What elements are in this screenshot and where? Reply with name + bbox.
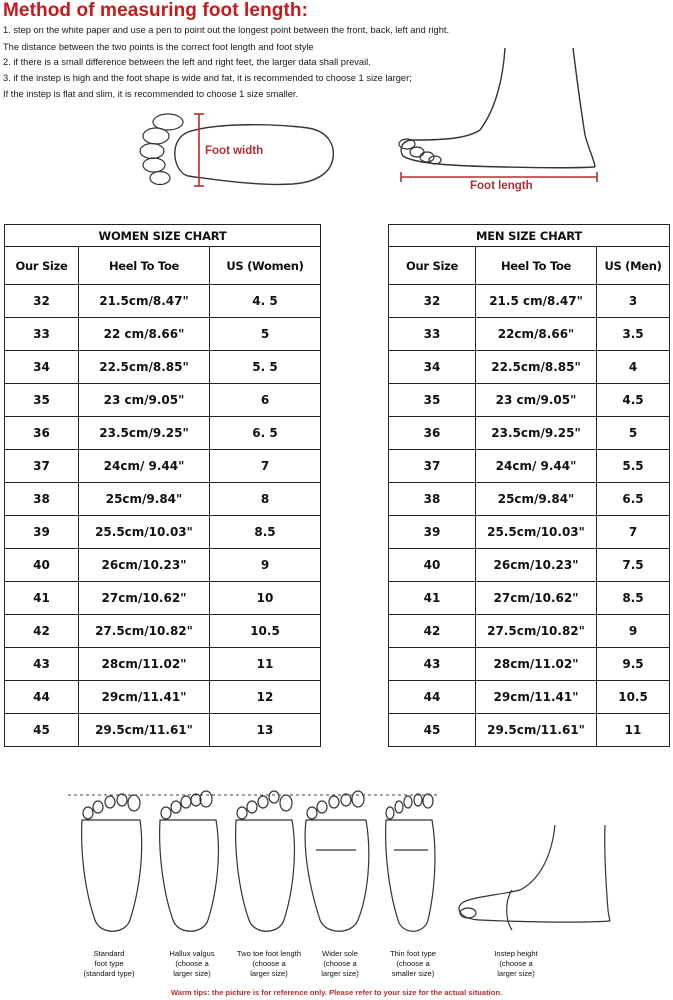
column-header: Our Size	[389, 247, 476, 285]
foot-types-illustration	[0, 785, 673, 945]
table-cell: 5	[597, 417, 670, 450]
table-cell: 41	[5, 582, 79, 615]
foot-length-illustration	[395, 40, 610, 185]
table-cell: 8.5	[597, 582, 670, 615]
table-row	[5, 318, 670, 351]
table-row	[5, 582, 670, 615]
table-cell: 34	[5, 351, 79, 384]
foot-length-label: Foot length	[470, 180, 533, 192]
table-row	[5, 549, 670, 582]
table-row	[5, 648, 670, 681]
table-cell: 32	[389, 285, 476, 318]
table-cell: 29cm/11.41"	[476, 681, 597, 714]
table-cell: 7	[210, 450, 321, 483]
table-cell: 24cm/ 9.44"	[476, 450, 597, 483]
foot-type-caption: Wider sole (choose a larger size)	[321, 949, 359, 978]
table-cell: 36	[5, 417, 79, 450]
table-cell: 8	[210, 483, 321, 516]
column-header: US (Women)	[210, 247, 321, 285]
foot-type-caption: Thin foot type (choose a smaller size)	[389, 949, 436, 978]
table-cell: 37	[389, 450, 476, 483]
table-cell: 27cm/10.62"	[79, 582, 210, 615]
table-cell: 24cm/ 9.44"	[79, 450, 210, 483]
table-cell: 45	[389, 714, 476, 747]
table-cell: 28cm/11.02"	[79, 648, 210, 681]
table-cell: 40	[5, 549, 79, 582]
table-row	[5, 483, 670, 516]
table-row	[5, 417, 670, 450]
table-cell: 43	[5, 648, 79, 681]
table-cell: 23.5cm/9.25"	[476, 417, 597, 450]
table-row	[5, 516, 670, 549]
table-cell: 40	[389, 549, 476, 582]
instruction-line: 2. if there is a small difference between the left and right feet, the larger data shall prevail.	[3, 57, 371, 67]
foot-type-caption: Instep height (choose a larger size)	[494, 949, 538, 978]
table-cell: 22.5cm/8.85"	[79, 351, 210, 384]
table-cell: 10.5	[210, 615, 321, 648]
table-cell: 26cm/10.23"	[476, 549, 597, 582]
page-title: Method of measuring foot length:	[3, 0, 309, 21]
table-cell: 44	[5, 681, 79, 714]
table-cell: 25cm/9.84"	[476, 483, 597, 516]
table-cell: 13	[210, 714, 321, 747]
table-cell: 38	[5, 483, 79, 516]
table-cell: 11	[597, 714, 670, 747]
women-chart-title: WOMEN SIZE CHART	[5, 225, 321, 247]
table-cell: 11	[210, 648, 321, 681]
table-row	[5, 714, 670, 747]
table-cell: 22 cm/8.66"	[79, 318, 210, 351]
foot-width-label: Foot width	[205, 145, 264, 157]
table-cell: 22cm/8.66"	[476, 318, 597, 351]
instruction-line: 3. if the instep is high and the foot shape is wide and fat, it is recommended to choose 1 size larger;	[3, 73, 412, 83]
table-row	[5, 450, 670, 483]
table-cell: 37	[5, 450, 79, 483]
table-cell: 42	[389, 615, 476, 648]
table-cell: 5	[210, 318, 321, 351]
table-cell: 7.5	[597, 549, 670, 582]
foot-type-caption: Standard foot type (standard type)	[83, 949, 135, 978]
table-cell: 21.5cm/8.47"	[79, 285, 210, 318]
table-cell: 8.5	[210, 516, 321, 549]
table-cell: 23 cm/9.05"	[79, 384, 210, 417]
table-cell: 7	[597, 516, 670, 549]
table-cell: 41	[389, 582, 476, 615]
table-cell: 35	[389, 384, 476, 417]
table-cell: 23 cm/9.05"	[476, 384, 597, 417]
instruction-line: 1. step on the white paper and use a pen to point out the longest point between the front, back, left and right.	[3, 25, 450, 35]
column-header: Our Size	[5, 247, 79, 285]
table-cell: 3.5	[597, 318, 670, 351]
table-row	[5, 384, 670, 417]
table-cell: 35	[5, 384, 79, 417]
table-cell: 33	[389, 318, 476, 351]
table-cell: 5. 5	[210, 351, 321, 384]
table-cell: 4	[597, 351, 670, 384]
table-cell: 5.5	[597, 450, 670, 483]
table-cell: 39	[5, 516, 79, 549]
table-cell: 27.5cm/10.82"	[476, 615, 597, 648]
table-cell: 33	[5, 318, 79, 351]
table-cell: 23.5cm/9.25"	[79, 417, 210, 450]
table-row	[5, 681, 670, 714]
table-cell: 6.5	[597, 483, 670, 516]
table-row	[5, 351, 670, 384]
table-row	[5, 615, 670, 648]
table-cell: 12	[210, 681, 321, 714]
men-chart-title: MEN SIZE CHART	[389, 225, 670, 247]
table-cell: 3	[597, 285, 670, 318]
table-cell: 42	[5, 615, 79, 648]
table-cell: 32	[5, 285, 79, 318]
foot-type-caption: Hallux valgus (choose a larger size)	[169, 949, 215, 978]
foot-type-caption: Two toe foot length (choose a larger size)	[236, 949, 302, 978]
table-row	[5, 285, 670, 318]
table-cell: 25cm/9.84"	[79, 483, 210, 516]
table-cell: 39	[389, 516, 476, 549]
table-cell: 9.5	[597, 648, 670, 681]
table-cell: 26cm/10.23"	[79, 549, 210, 582]
table-cell: 28cm/11.02"	[476, 648, 597, 681]
table-cell: 9	[210, 549, 321, 582]
table-cell: 27.5cm/10.82"	[79, 615, 210, 648]
table-cell: 45	[5, 714, 79, 747]
table-cell: 4. 5	[210, 285, 321, 318]
size-chart-table	[4, 224, 670, 747]
column-header: Heel To Toe	[476, 247, 597, 285]
table-cell: 44	[389, 681, 476, 714]
column-header: US (Men)	[597, 247, 670, 285]
table-cell: 34	[389, 351, 476, 384]
table-cell: 9	[597, 615, 670, 648]
table-cell: 6. 5	[210, 417, 321, 450]
table-cell: 4.5	[597, 384, 670, 417]
table-cell: 10.5	[597, 681, 670, 714]
column-header: Heel To Toe	[79, 247, 210, 285]
table-cell: 38	[389, 483, 476, 516]
table-cell: 25.5cm/10.03"	[476, 516, 597, 549]
table-cell: 22.5cm/8.85"	[476, 351, 597, 384]
table-cell: 29.5cm/11.61"	[79, 714, 210, 747]
table-cell: 29.5cm/11.61"	[476, 714, 597, 747]
warm-tips: Warm tips: the picture is for reference only. Please refer to your size for the actual situation.	[170, 988, 503, 997]
table-cell: 29cm/11.41"	[79, 681, 210, 714]
table-cell: 25.5cm/10.03"	[79, 516, 210, 549]
table-cell: 27cm/10.62"	[476, 582, 597, 615]
table-cell: 10	[210, 582, 321, 615]
instruction-line: If the instep is flat and slim, it is recommended to choose 1 size smaller.	[3, 89, 299, 99]
table-cell: 43	[389, 648, 476, 681]
table-cell: 36	[389, 417, 476, 450]
table-cell: 21.5 cm/8.47"	[476, 285, 597, 318]
instruction-line: The distance between the two points is the correct foot length and foot style	[3, 42, 314, 52]
table-cell: 6	[210, 384, 321, 417]
